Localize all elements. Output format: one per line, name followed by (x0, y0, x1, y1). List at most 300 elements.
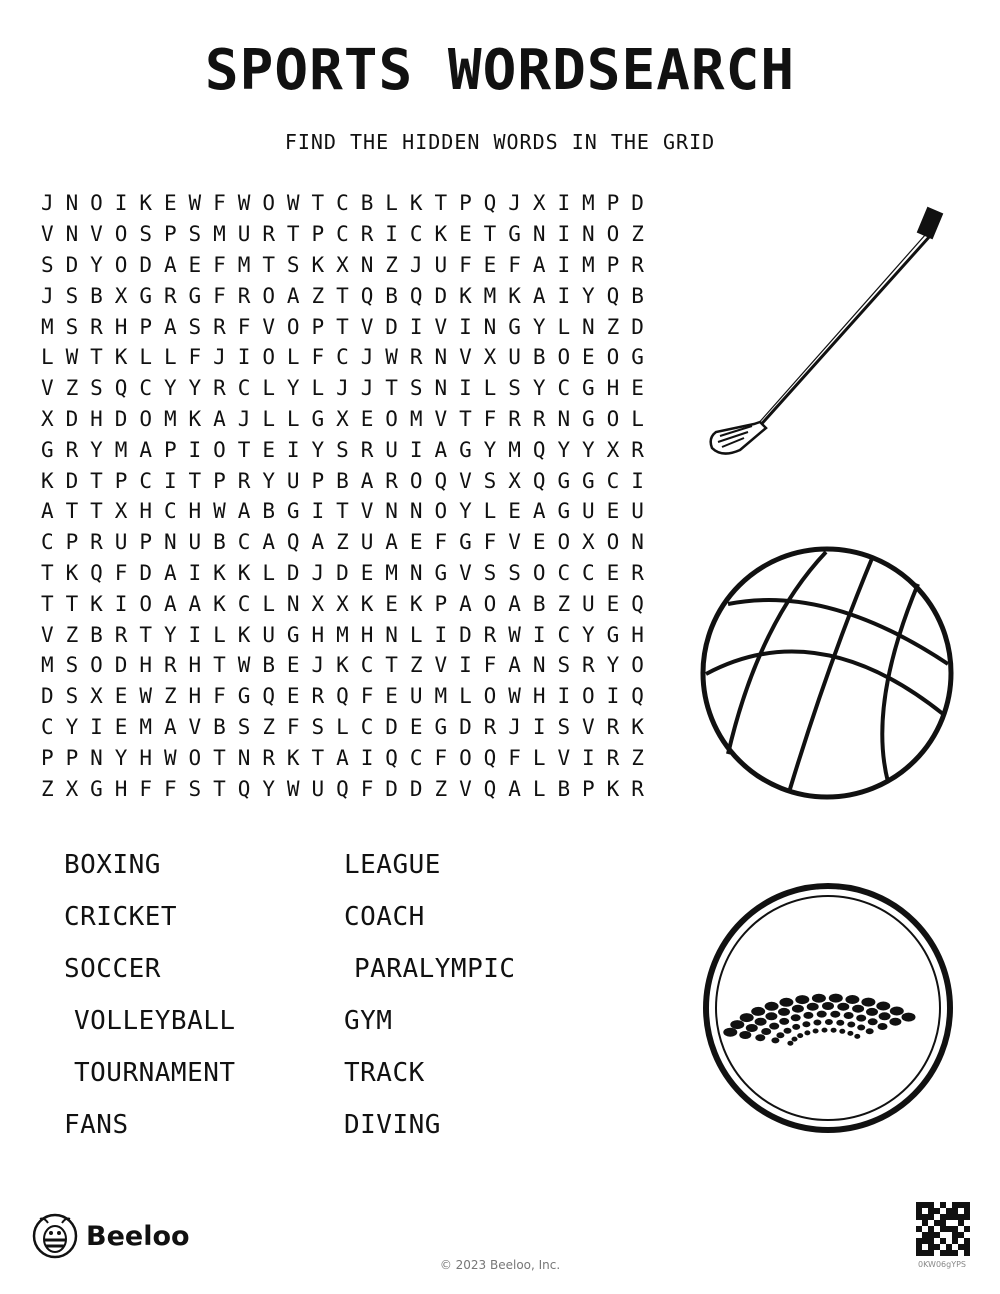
grid-letter: Z (409, 653, 423, 678)
grid-letter: V (40, 376, 54, 401)
grid-letter: L (262, 376, 275, 401)
grid-letter: A (163, 591, 177, 616)
grid-letter: F (213, 684, 226, 709)
grid-letter: C (336, 222, 349, 247)
bee-icon (32, 1213, 78, 1259)
grid-letter: N (360, 252, 374, 277)
grid-letter: O (606, 406, 620, 431)
grid-letter: V (360, 314, 374, 339)
grid-letter: D (139, 560, 152, 585)
grid-letter: K (65, 560, 79, 585)
grid-letter: N (65, 191, 79, 216)
grid-letter: W (286, 776, 300, 801)
grid-letter: T (213, 776, 226, 801)
grid-letter: P (139, 314, 152, 339)
golf-ball-dimple (769, 1023, 779, 1030)
grid-letter: Y (532, 314, 546, 339)
grid-letter: B (532, 591, 546, 616)
word-item: TOURNAMENT (74, 1058, 236, 1088)
golf-ball-dimple (779, 1018, 789, 1025)
grid-letter: N (409, 499, 423, 524)
grid-letter: O (557, 345, 571, 370)
word-item: BOXING (64, 850, 161, 880)
grid-letter: Z (40, 776, 54, 801)
grid-letter: Q (90, 560, 103, 585)
grid-letter: V (508, 530, 521, 555)
grid-letter: R (631, 560, 644, 585)
grid-letter: W (237, 191, 251, 216)
grid-letter: Q (385, 745, 398, 770)
grid-letter: Q (532, 468, 546, 493)
grid-letter: V (90, 222, 103, 247)
grid-letter: O (90, 653, 103, 678)
grid-letter: W (139, 684, 152, 709)
grid-letter: K (606, 776, 620, 801)
grid-letter: Z (163, 684, 177, 709)
brand-name: Beeloo (86, 1220, 190, 1252)
grid-letter: I (188, 622, 202, 647)
grid-letter: P (139, 530, 152, 555)
grid-letter: P (311, 314, 325, 339)
grid-letter: I (188, 437, 202, 462)
grid-letter: L (262, 591, 275, 616)
grid-letter: T (262, 252, 275, 277)
grid-letter: G (286, 499, 300, 524)
grid-letter: O (606, 222, 620, 247)
golf-ball-dimple (739, 1031, 751, 1039)
golf-ball-dimple (751, 1007, 765, 1016)
golf-ball-dimple (866, 1028, 874, 1034)
golf-ball-dimple (803, 1012, 813, 1019)
grid-letter: A (311, 530, 325, 555)
grid-letter: Q (237, 776, 251, 801)
grid-letter: N (582, 314, 595, 339)
grid-letter: I (237, 345, 251, 370)
grid-letter: C (360, 653, 374, 678)
golf-ball-dimple (857, 1025, 865, 1031)
golf-ball-dimple (879, 1012, 891, 1020)
grid-letter: Y (90, 437, 103, 462)
golf-ball-dimple (817, 1011, 827, 1018)
grid-letter: Q (606, 283, 620, 308)
golf-ball-dimple (902, 1013, 916, 1022)
grid-letter: Q (114, 376, 128, 401)
grid-letter: F (483, 406, 497, 431)
grid-letter: G (606, 622, 620, 647)
grid-letter: S (483, 468, 497, 493)
grid-letter: I (557, 191, 571, 216)
word-item: SOCCER (64, 954, 161, 984)
grid-letter: Y (262, 468, 275, 493)
grid-letter: T (311, 745, 325, 770)
grid-letter: T (90, 468, 103, 493)
grid-letter: E (508, 499, 521, 524)
grid-letter: V (459, 345, 472, 370)
golf-ball-dimple (890, 1007, 904, 1016)
grid-letter: F (139, 776, 152, 801)
grid-letter: A (188, 591, 202, 616)
grid-letter: I (557, 684, 571, 709)
grid-letter: H (90, 406, 103, 431)
grid-letter: D (65, 468, 79, 493)
grid-letter: U (434, 252, 448, 277)
grid-letter: J (311, 560, 325, 585)
golf-ball-dimple (845, 995, 859, 1004)
grid-letter: R (90, 530, 103, 555)
grid-letter: A (385, 530, 398, 555)
grid-letter: L (163, 345, 177, 370)
grid-letter: Q (483, 776, 497, 801)
grid-letter: L (532, 776, 546, 801)
grid-letter: G (237, 684, 251, 709)
grid-letter: S (483, 560, 497, 585)
grid-letter: T (336, 499, 349, 524)
grid-letter: M (336, 622, 349, 647)
grid-letter: G (459, 530, 472, 555)
grid-letter: C (237, 376, 251, 401)
grid-letter: G (90, 776, 103, 801)
grid-letter: G (434, 714, 448, 739)
grid-letter: J (360, 376, 374, 401)
golf-ball-dimple (804, 1030, 810, 1035)
grid-letter: Q (336, 684, 349, 709)
grid-letter: I (409, 437, 423, 462)
grid-letter: X (508, 468, 521, 493)
grid-letter: T (213, 745, 226, 770)
grid-letter: E (582, 345, 595, 370)
grid-letter: Z (262, 714, 275, 739)
grid-letter: S (508, 376, 521, 401)
grid-letter: K (631, 714, 644, 739)
grid-letter: I (582, 745, 595, 770)
grid-letter: P (163, 222, 177, 247)
grid-letter: M (409, 406, 423, 431)
grid-letter: T (40, 591, 54, 616)
grid-letter: G (582, 406, 595, 431)
grid-letter: O (385, 406, 398, 431)
word-item: DIVING (344, 1110, 441, 1140)
golf-ball-dimple (755, 1018, 767, 1026)
grid-letter: F (213, 252, 226, 277)
golf-ball-dimple (802, 1021, 810, 1027)
grid-letter: S (311, 714, 325, 739)
grid-letter: R (262, 222, 275, 247)
grid-letter: R (65, 437, 79, 462)
golf-ball-dimple (844, 1012, 854, 1019)
grid-letter: J (237, 406, 251, 431)
grid-letter: K (139, 191, 152, 216)
grid-letter: N (409, 560, 423, 585)
grid-letter: G (582, 468, 595, 493)
grid-letter: E (631, 376, 644, 401)
grid-letter: C (557, 376, 571, 401)
grid-letter: S (40, 252, 54, 277)
golf-ball-dimple (791, 1014, 801, 1021)
grid-letter: I (188, 560, 202, 585)
grid-letter: A (459, 591, 472, 616)
golf-ball-dimple (730, 1020, 744, 1029)
grid-letter: N (163, 530, 177, 555)
golf-ball-dimple (812, 994, 826, 1003)
grid-letter: Y (65, 714, 79, 739)
grid-letter: A (163, 714, 177, 739)
grid-letter: B (385, 283, 398, 308)
grid-letter: F (434, 745, 448, 770)
grid-letter: M (582, 191, 595, 216)
grid-letter: F (213, 191, 226, 216)
grid-letter: I (557, 252, 571, 277)
grid-letter: S (65, 314, 79, 339)
grid-letter: I (90, 714, 103, 739)
grid-letter: K (237, 622, 251, 647)
grid-letter: Z (606, 314, 620, 339)
golf-ball-dimple (779, 998, 793, 1007)
grid-letter: N (434, 376, 448, 401)
golf-ball-dimple (889, 1018, 901, 1026)
word-item: TRACK (344, 1058, 425, 1088)
grid-letter: P (311, 468, 325, 493)
grid-letter: R (532, 406, 546, 431)
grid-letter: L (385, 191, 398, 216)
grid-letter: D (286, 560, 300, 585)
grid-letter: J (409, 252, 423, 277)
grid-letter: Y (459, 499, 472, 524)
grid-letter: T (188, 468, 202, 493)
grid-letter: C (409, 222, 423, 247)
grid-letter: L (557, 314, 571, 339)
grid-letter: S (508, 560, 521, 585)
grid-letter: F (483, 530, 497, 555)
grid-letter: U (360, 530, 374, 555)
grid-letter: D (459, 622, 472, 647)
grid-letter: H (311, 622, 325, 647)
grid-letter: A (532, 499, 546, 524)
grid-letter: S (286, 252, 300, 277)
golf-ball-dimple (765, 1012, 777, 1020)
grid-letter: S (557, 653, 571, 678)
grid-letter: I (459, 376, 472, 401)
grid-letter: Y (532, 376, 546, 401)
grid-letter: F (360, 684, 374, 709)
grid-letter: X (311, 591, 325, 616)
grid-letter: A (508, 653, 521, 678)
grid-letter: Q (532, 437, 546, 462)
grid-letter: D (631, 314, 644, 339)
grid-letter: N (385, 622, 398, 647)
grid-letter: T (65, 499, 79, 524)
grid-letter: K (311, 252, 325, 277)
grid-letter: Q (409, 283, 423, 308)
grid-letter: Y (606, 653, 620, 678)
grid-letter: C (139, 376, 152, 401)
grid-letter: B (360, 191, 374, 216)
page-title: SPORTS WORDSEARCH (204, 38, 796, 103)
golf-ball-dimple (755, 1034, 765, 1041)
grid-letter: L (286, 406, 300, 431)
golf-ball-dimple (771, 1037, 779, 1043)
grid-letter: Z (557, 591, 571, 616)
grid-letter: O (90, 191, 103, 216)
golf-ball-dimple (795, 995, 809, 1004)
grid-letter: R (114, 622, 128, 647)
grid-letter: B (90, 283, 103, 308)
grid-letter: F (163, 776, 177, 801)
word-item: GYM (344, 1006, 393, 1036)
grid-letter: F (434, 530, 448, 555)
grid-letter: A (40, 499, 54, 524)
golf-ball-dimple (847, 1022, 855, 1028)
grid-letter: B (90, 622, 103, 647)
grid-letter: K (508, 283, 521, 308)
grid-letter: X (336, 591, 349, 616)
grid-letter: D (631, 191, 644, 216)
grid-letter: R (508, 406, 521, 431)
grid-letter: Y (286, 376, 300, 401)
grid-letter: I (606, 684, 620, 709)
grid-letter: V (188, 714, 202, 739)
grid-letter: S (409, 376, 423, 401)
grid-letter: A (336, 745, 349, 770)
grid-letter: M (139, 714, 152, 739)
grid-letter: V (459, 468, 472, 493)
grid-letter: A (508, 591, 521, 616)
grid-letter: E (360, 406, 374, 431)
golf-ball-dimple (868, 1018, 878, 1025)
grid-letter: P (434, 591, 448, 616)
grid-letter: U (385, 437, 398, 462)
grid-letter: J (311, 653, 325, 678)
beeloo-logo (32, 1213, 190, 1259)
grid-letter: H (114, 314, 128, 339)
grid-letter: A (532, 252, 546, 277)
golf-ball-dimple (829, 994, 843, 1003)
grid-letter: T (286, 222, 300, 247)
grid-letter: X (114, 283, 128, 308)
golf-ball-dimple (765, 1002, 779, 1011)
grid-letter: W (65, 345, 79, 370)
grid-letter: H (188, 653, 202, 678)
grid-letter: E (188, 252, 202, 277)
grid-letter: J (213, 345, 226, 370)
grid-letter: Q (483, 191, 497, 216)
grid-letter: C (336, 191, 349, 216)
golf-ball-dimple (830, 1011, 840, 1018)
grid-letter: B (262, 653, 275, 678)
grid-letter: O (409, 468, 423, 493)
grid-letter: I (385, 222, 398, 247)
grid-letter: R (606, 745, 620, 770)
grid-letter: T (483, 222, 497, 247)
golf-ball-dimple (813, 1020, 821, 1026)
grid-letter: C (40, 714, 54, 739)
grid-letter: L (409, 622, 423, 647)
grid-letter: T (385, 653, 398, 678)
grid-letter: P (606, 252, 620, 277)
grid-letter: V (434, 314, 448, 339)
grid-letter: F (237, 314, 251, 339)
grid-letter: Y (582, 283, 595, 308)
grid-letter: T (90, 345, 103, 370)
grid-letter: J (336, 376, 349, 401)
grid-letter: H (139, 653, 152, 678)
qr-code-id: 0KW06gYPS (917, 1260, 966, 1269)
grid-letter: E (114, 684, 128, 709)
grid-letter: C (582, 560, 595, 585)
grid-letter: U (582, 499, 595, 524)
grid-letter: O (139, 406, 152, 431)
grid-letter: A (434, 437, 448, 462)
grid-letter: R (237, 468, 251, 493)
grid-letter: D (385, 714, 398, 739)
grid-letter: F (483, 653, 497, 678)
grid-letter: I (114, 591, 128, 616)
grid-letter: C (163, 499, 177, 524)
grid-letter: X (40, 406, 54, 431)
grid-letter: J (508, 191, 521, 216)
grid-letter: P (65, 530, 79, 555)
grid-letter: I (311, 499, 325, 524)
grid-letter: P (65, 745, 79, 770)
grid-letter: F (508, 745, 521, 770)
grid-letter: G (139, 283, 152, 308)
grid-letter: V (434, 653, 448, 678)
grid-letter: A (262, 530, 275, 555)
grid-letter: X (582, 530, 595, 555)
grid-letter: E (286, 684, 300, 709)
golf-ball-dimple (807, 1003, 819, 1011)
grid-letter: N (483, 314, 497, 339)
grid-letter: U (114, 530, 128, 555)
grid-letter: W (385, 345, 398, 370)
grid-letter: E (459, 222, 472, 247)
grid-letter: K (286, 745, 300, 770)
golf-ball-dimple (878, 1023, 888, 1030)
grid-letter: A (163, 560, 177, 585)
word-item: CRICKET (64, 902, 178, 932)
golf-club-icon (700, 200, 950, 460)
grid-letter: N (631, 530, 644, 555)
grid-letter: X (65, 776, 79, 801)
grid-letter: Q (434, 468, 448, 493)
grid-letter: V (434, 406, 448, 431)
grid-letter: E (114, 714, 128, 739)
grid-letter: H (631, 622, 644, 647)
grid-letter: M (40, 653, 54, 678)
grid-letter: N (557, 406, 571, 431)
grid-letter: A (532, 283, 546, 308)
grid-letter: A (213, 406, 226, 431)
golf-ball-dimple (822, 1002, 834, 1010)
grid-letter: S (188, 776, 202, 801)
golf-ball-dimple (761, 1028, 771, 1035)
grid-letter: C (139, 468, 152, 493)
grid-letter: E (606, 591, 620, 616)
grid-letter: Y (582, 622, 595, 647)
grid-letter: J (508, 714, 521, 739)
grid-letter: Q (336, 776, 349, 801)
word-item: VOLLEYBALL (74, 1006, 236, 1036)
grid-letter: D (336, 560, 349, 585)
grid-letter: I (557, 222, 571, 247)
grid-letter: C (237, 530, 251, 555)
grid-letter: R (90, 314, 103, 339)
grid-letter: P (114, 468, 128, 493)
grid-letter: G (582, 376, 595, 401)
grid-letter: H (139, 745, 152, 770)
grid-letter: C (336, 345, 349, 370)
grid-letter: I (532, 622, 546, 647)
grid-letter: R (237, 283, 251, 308)
